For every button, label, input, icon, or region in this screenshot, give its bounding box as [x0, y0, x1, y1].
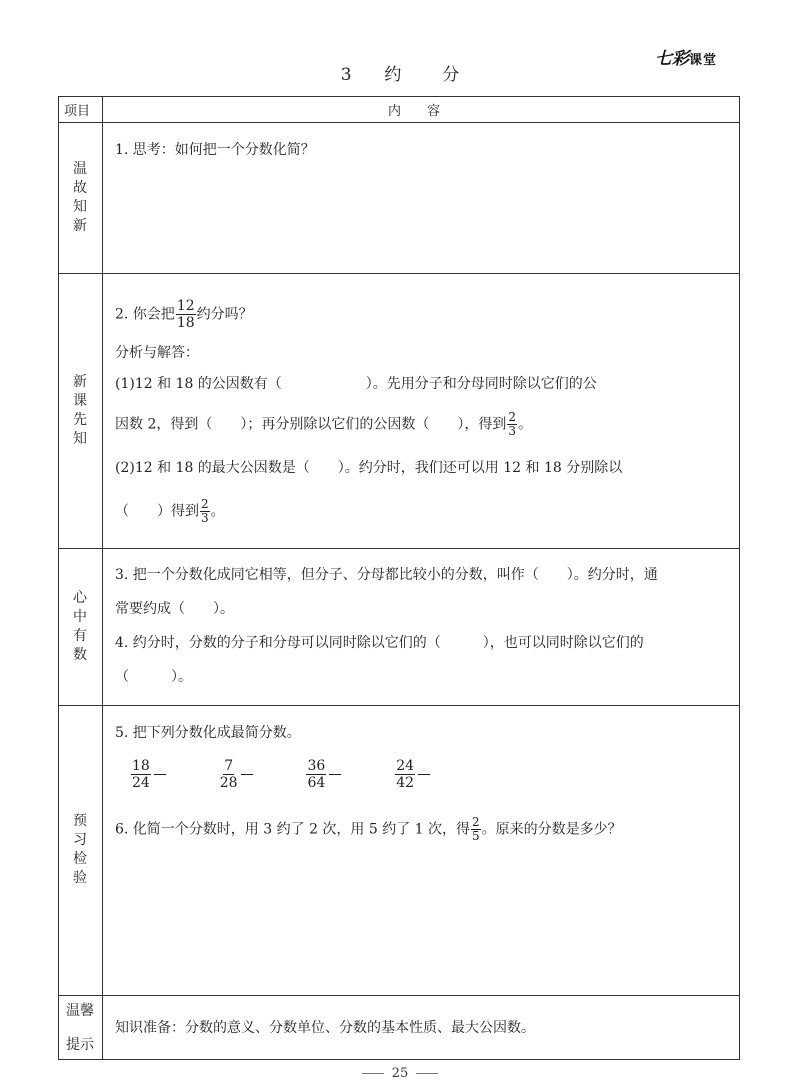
fraction-2-3-b: $\frac{2}{3}$	[201, 497, 209, 525]
fraction-2-5: $\frac{2}{5}$	[472, 815, 480, 843]
tip-text: 知识准备：分数的意义、分数单位、分数的基本性质、最大公因数。	[115, 1020, 535, 1036]
section-label-tip: 温馨 提示	[66, 1002, 94, 1053]
fraction-item: $\frac{7}{28}$	[219, 758, 238, 791]
part-2-line-2: （ ）得到 $\frac{2}{3}$ 。	[115, 497, 225, 525]
question-1: 1. 思考：如何把一个分数化简？	[115, 142, 315, 158]
fraction-list	[130, 758, 430, 791]
question-3-line-1: 3. 把一个分数化成同它相等，但分子、分母都比较小的分数，叫作（ ）。约分时，通	[115, 567, 658, 583]
fraction-item: $\frac{36}{64}$	[307, 758, 326, 791]
question-3-line-2: 常要约成（ ）。	[115, 601, 234, 617]
part-2-line-1: (2)12 和 18 的最大公因数是（ ）。约分时，我们还可以用 12 和 18 分别除以	[115, 460, 623, 476]
section-label-check: 预习检验	[73, 813, 87, 886]
section-label-key-points: 心中有数	[73, 589, 87, 663]
analysis-label: 分析与解答：	[115, 345, 199, 361]
page-number: 25	[0, 1066, 800, 1081]
fraction-12-18: $\frac{12}{18}$	[176, 298, 195, 331]
row-divider-3	[58, 705, 740, 706]
part-1-line-1: (1)12 和 18 的公因数有（ ）。先用分子和分母同时除以它们的公	[115, 376, 597, 392]
answer-blank	[329, 774, 341, 775]
question-4-line-2: （ ）。	[115, 669, 192, 685]
section-label-preview: 新课先知	[73, 373, 87, 447]
part-1-line-2: 因数 2，得到（ ）；再分别除以它们的公因数（ ），得到 $\frac{2}{3}$ 。	[115, 410, 532, 438]
row-divider-2	[58, 548, 740, 549]
question-2: 2. 你会把 $\frac{12}{18}$ 约分吗？	[115, 298, 253, 331]
title-number: 3	[340, 65, 352, 85]
answer-blank	[241, 774, 253, 775]
fraction-item: $\frac{24}{42}$	[396, 758, 415, 791]
fraction-item: $\frac{18}{24}$	[132, 758, 150, 791]
question-5: 5. 把下列分数化成最简分数。	[115, 725, 301, 741]
col-header-item: 项目	[64, 103, 91, 119]
brand-logo	[655, 44, 717, 69]
column-divider	[102, 96, 103, 1060]
section-label-review: 温故知新	[73, 160, 87, 234]
fraction-2-3-a: $\frac{2}{3}$	[508, 410, 516, 438]
title-char-2: 分	[442, 65, 460, 85]
col-header-content: 内 容	[388, 103, 441, 119]
row-divider-4	[58, 995, 740, 996]
row-divider-1	[58, 273, 740, 274]
question-6: 6. 化简一个分数时，用 3 约了 2 次，用 5 约了 1 次，得 $\frac{2}{5}$ 。原来的分数是多少？	[115, 815, 622, 843]
title-char-1: 约	[384, 65, 402, 85]
answer-blank	[418, 774, 430, 775]
brand-sub: 课堂	[689, 53, 718, 68]
answer-blank	[154, 774, 166, 775]
brand-main: 七彩	[655, 49, 689, 69]
question-4-line-1: 4. 约分时，分数的分子和分母可以同时除以它们的（ ），也可以同时除以它们的	[115, 635, 644, 651]
header-divider	[58, 122, 740, 123]
